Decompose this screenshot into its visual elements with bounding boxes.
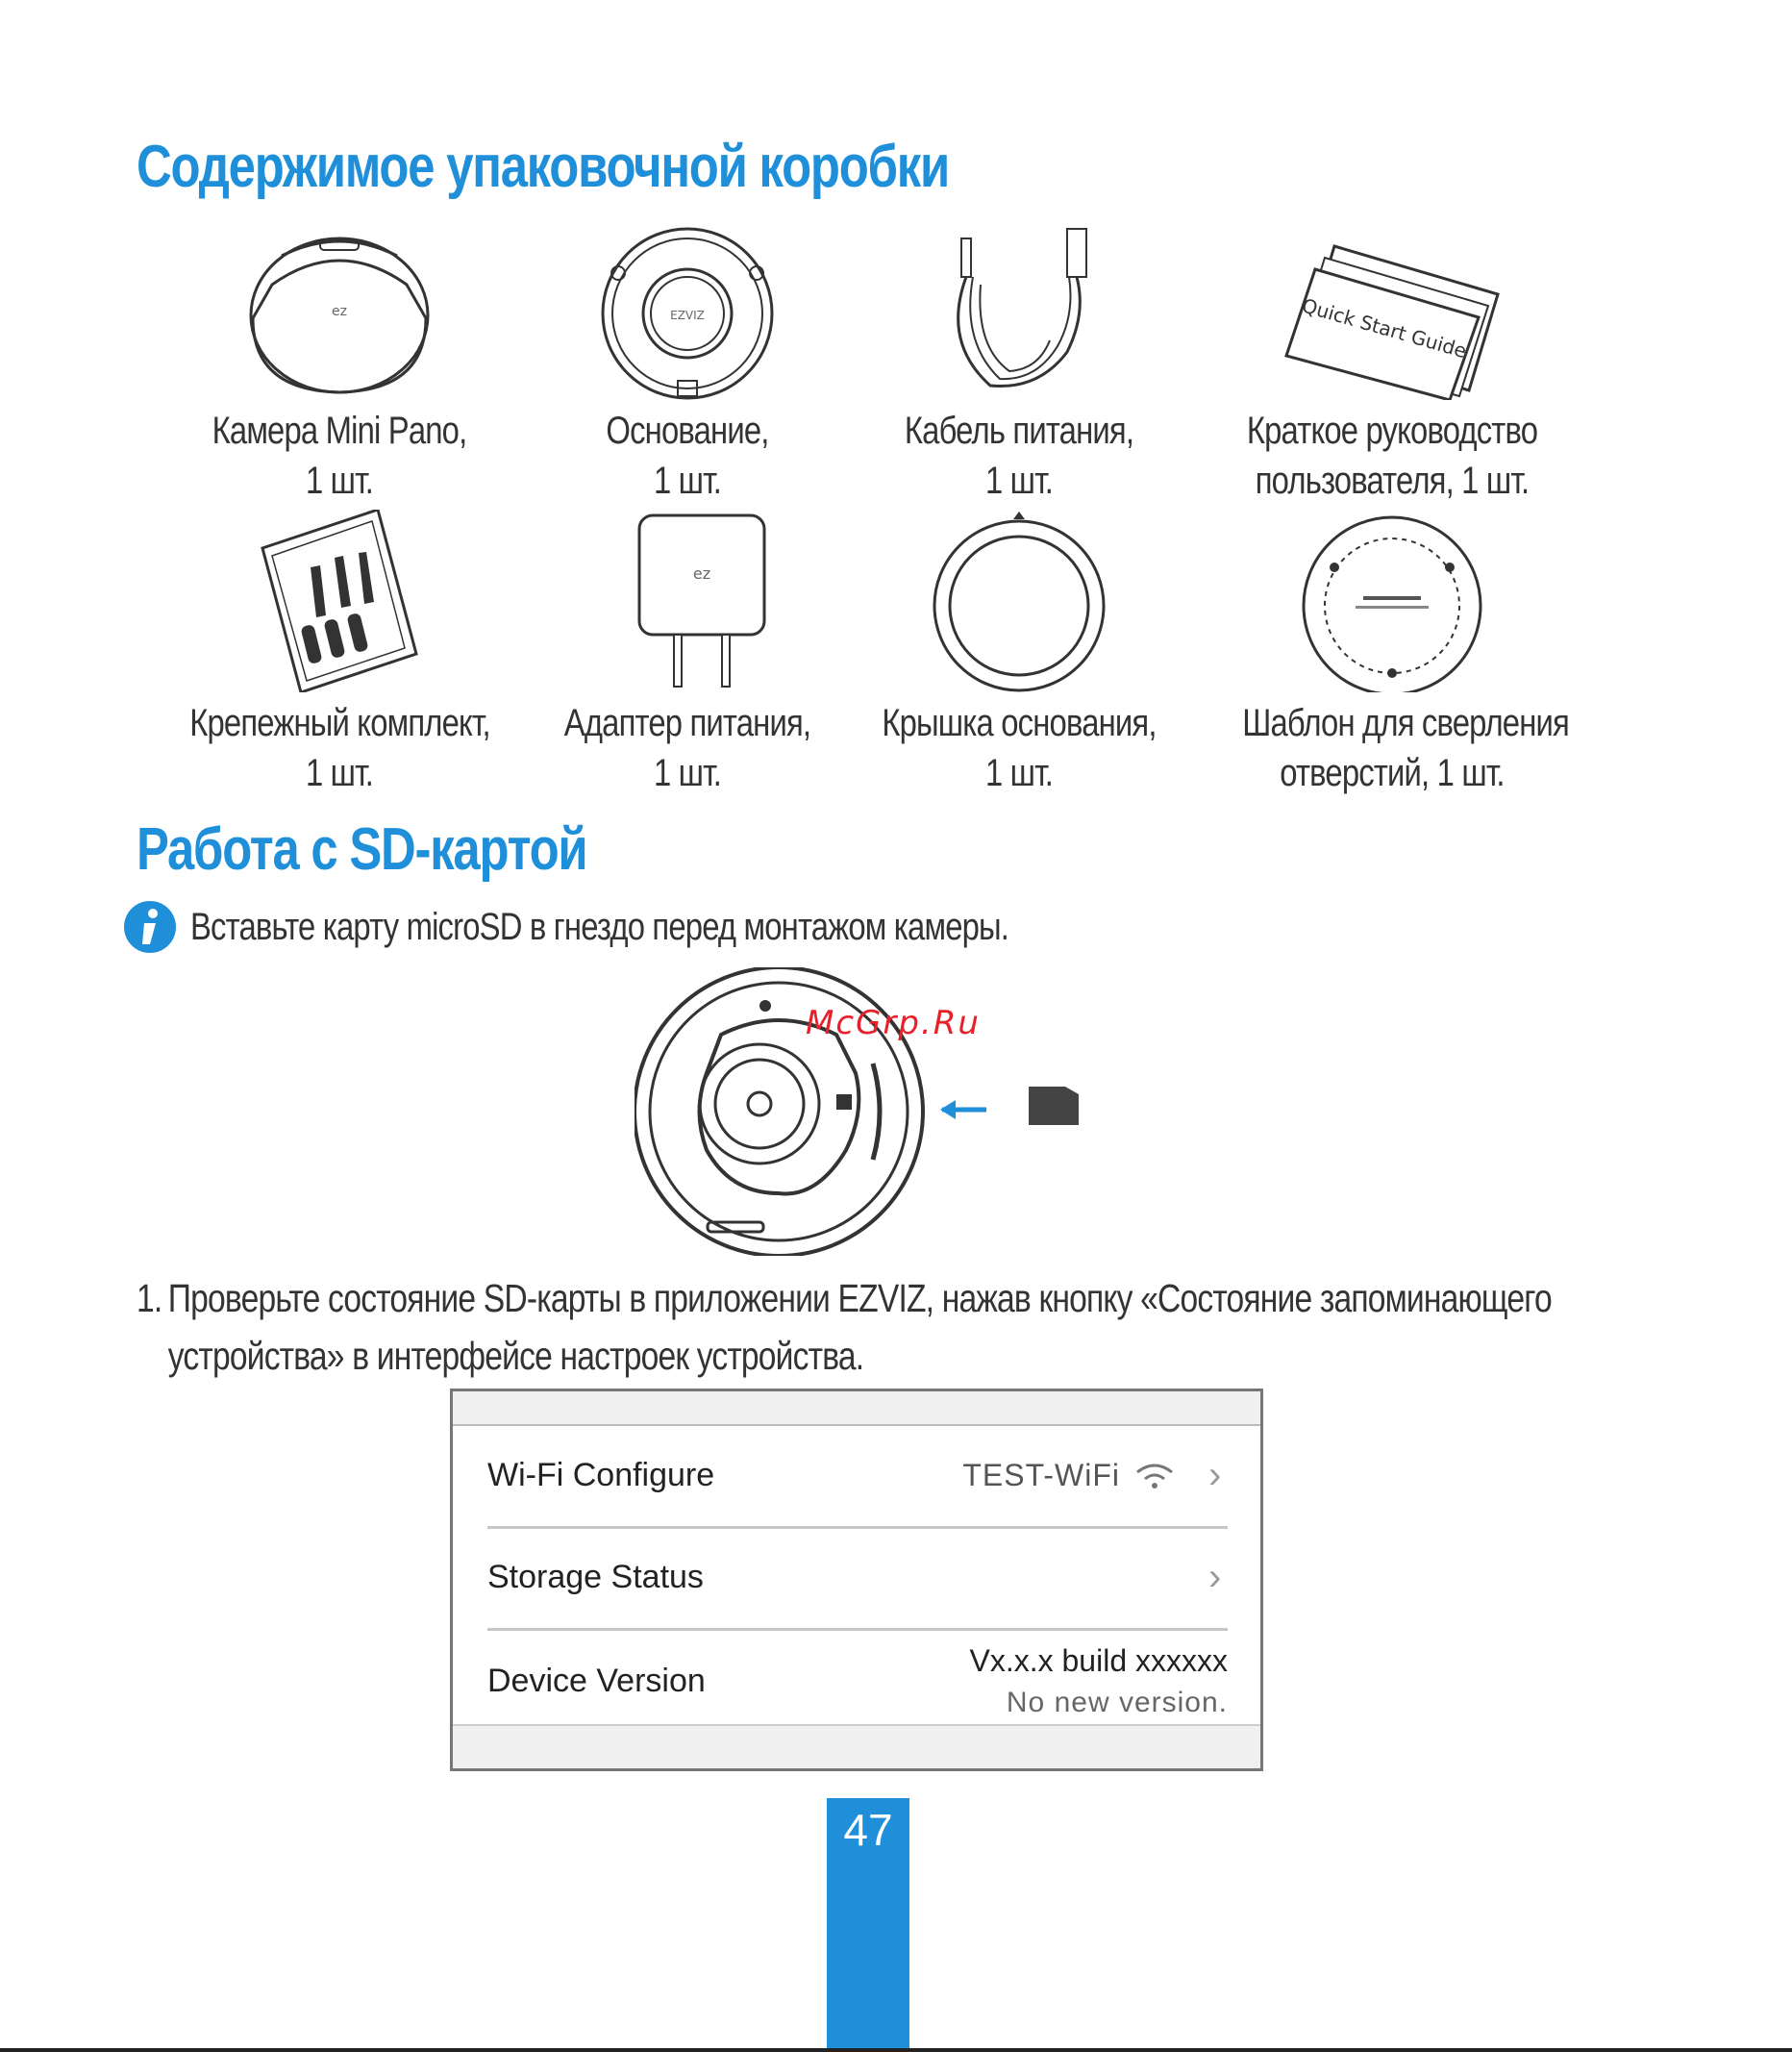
item-drill-template <box>1209 510 1575 798</box>
info-note-text: Вставьте карту microSD в гнездо перед монтажом камеры. <box>190 905 1009 948</box>
item-caption-line1: Шаблон для сверления <box>1242 702 1569 744</box>
panel-bottom-band <box>453 1724 1260 1768</box>
item-caption-line2: 1 шт. <box>984 752 1054 794</box>
base-cover-icon <box>923 510 1115 692</box>
row-storage-status[interactable] <box>487 1526 1228 1631</box>
guide-booklet-icon <box>1277 227 1507 400</box>
info-icon <box>123 900 177 954</box>
item-caption-line2: 1 шт. <box>653 460 722 502</box>
step-1 <box>137 1269 1556 1385</box>
watermark: McGrp.Ru <box>806 1004 981 1042</box>
row-wifi-configure[interactable] <box>487 1424 1228 1529</box>
wifi-ssid-value: TEST-WiFi <box>962 1457 1120 1492</box>
power-adapter-icon <box>591 510 784 692</box>
guide-label: Quick Start Guide <box>1299 293 1470 363</box>
device-version-note: No new version. <box>1006 1686 1228 1718</box>
wifi-icon <box>1133 1461 1176 1489</box>
item-mounting-kit <box>157 510 522 798</box>
item-caption-line1: Основание, <box>606 410 769 452</box>
item-base <box>505 227 870 506</box>
wifi-configure-label: Wi-Fi Configure <box>487 1456 715 1493</box>
item-caption-line1: Краткое руководство <box>1246 410 1538 452</box>
item-cable <box>836 227 1202 506</box>
item-caption-line1: Кабель питания, <box>904 410 1134 452</box>
step-number: 1. <box>137 1276 162 1320</box>
page-number: 47 <box>827 1798 909 2052</box>
device-version-values <box>969 1643 1228 1719</box>
heading-sd-card: Работа с SD-картой <box>137 816 587 883</box>
chevron-right-icon: › <box>1208 1555 1222 1598</box>
chevron-right-icon: › <box>1208 1453 1222 1496</box>
row-device-version <box>487 1630 1228 1732</box>
item-guide <box>1209 227 1575 506</box>
heading-box-contents: Содержимое упаковочной коробки <box>137 134 949 200</box>
item-caption-line2: пользователя, 1 шт. <box>1255 460 1530 502</box>
svg-text:EZVIZ: EZVIZ <box>670 309 705 322</box>
drill-template-icon <box>1296 510 1488 692</box>
device-version-value: Vx.x.x build xxxxxx <box>969 1642 1228 1678</box>
item-power-adapter <box>505 510 870 798</box>
cable-icon <box>923 227 1115 400</box>
settings-panel <box>450 1389 1263 1771</box>
svg-text:ez: ez <box>332 304 347 319</box>
storage-status-label: Storage Status <box>487 1558 704 1595</box>
item-caption-line2: 1 шт. <box>305 460 374 502</box>
camera-icon <box>243 227 436 400</box>
item-caption-line1: Крышка основания, <box>882 702 1157 744</box>
page-bottom-rule <box>0 2048 1792 2052</box>
item-caption-line2: отверстий, 1 шт. <box>1280 752 1505 794</box>
item-caption-line1: Адаптер питания, <box>563 702 811 744</box>
step-text-line2: устройства» в интерфейсе настроек устройства. <box>167 1334 864 1378</box>
device-version-label: Device Version <box>487 1662 706 1699</box>
svg-text:ez: ez <box>692 564 711 583</box>
item-camera <box>157 227 522 506</box>
item-base-cover <box>836 510 1202 798</box>
item-caption-line2: 1 шт. <box>305 752 374 794</box>
item-caption-line2: 1 шт. <box>653 752 722 794</box>
panel-top-band <box>453 1391 1260 1426</box>
item-caption-line1: Камера Mini Pano, <box>212 410 467 452</box>
info-note <box>123 900 1188 954</box>
item-caption-line2: 1 шт. <box>984 460 1054 502</box>
step-text-line1: Проверьте состояние SD-карты в приложении EZVIZ, нажав кнопку «Состояние запоминающего <box>167 1276 1552 1320</box>
base-icon <box>591 227 784 400</box>
mounting-kit-icon <box>243 510 436 692</box>
item-caption-line1: Крепежный комплект, <box>189 702 490 744</box>
